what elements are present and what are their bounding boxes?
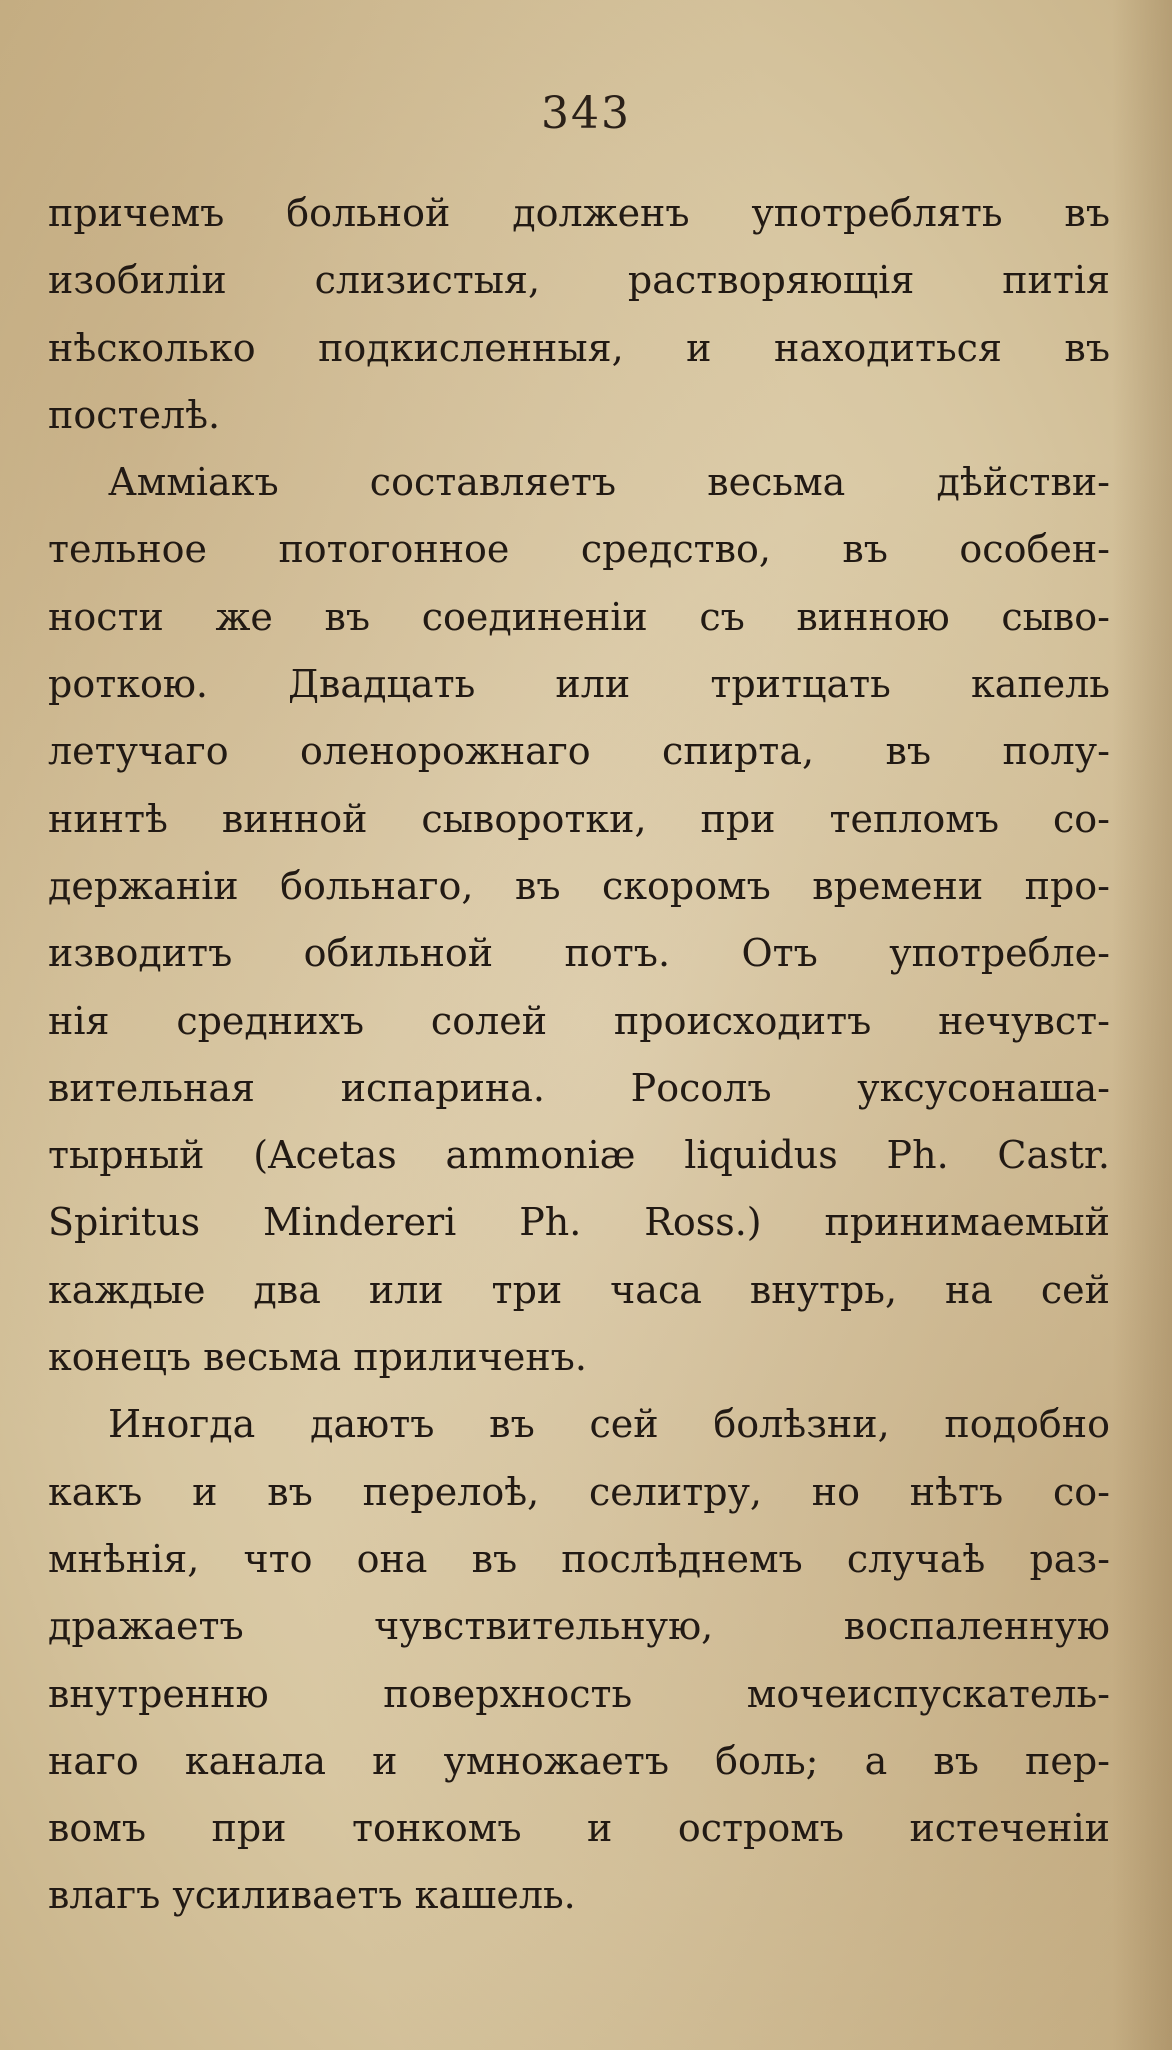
text-line: изводитъ обильной потъ. Отъ употребле- xyxy=(48,931,1110,976)
text-line: Spiritus Mindereri Ph. Ross.) принимаемый xyxy=(48,1200,1110,1245)
text-line: внутренню поверхность мочеиспускатель- xyxy=(48,1671,1110,1716)
text-line: держаніи больнаго, въ скоромъ времени про- xyxy=(48,863,1110,908)
text-line: нія среднихъ солей происходитъ нечувст- xyxy=(48,998,1110,1043)
text-line: роткою. Двадцать или тритцать капель xyxy=(48,662,1110,707)
text-line: причемъ больной долженъ употреблять въ xyxy=(48,191,1110,235)
body-text xyxy=(48,180,1110,1930)
text-line: летучаго оленорожнаго спирта, въ полу- xyxy=(48,729,1110,774)
text-line: дражаетъ чувствительную, воспаленную xyxy=(48,1604,1110,1649)
text-line: постелѣ. xyxy=(48,392,221,437)
text-line: нинтѣ винной сыворотки, при тепломъ со- xyxy=(48,796,1110,841)
text-line: конецъ весьма приличенъ. xyxy=(48,1335,587,1380)
text-line: какъ и въ перелоѣ, селитру, но нѣтъ со- xyxy=(48,1469,1110,1514)
text-line: влагъ усиливаетъ кашель. xyxy=(48,1873,576,1918)
paragraph-start-line: Амміакъ составляетъ весьма дѣйстви- xyxy=(108,460,1110,505)
text-line: ности же въ соединеніи съ винною сыво- xyxy=(48,594,1110,639)
text-line: нѣсколько подкисленныя, и находиться въ xyxy=(48,325,1110,370)
text-line: наго канала и умножаетъ боль; а въ пер- xyxy=(48,1738,1110,1783)
text-line: изобиліи слизистыя, растворяющія питія xyxy=(48,258,1110,303)
text-line: тельное потогонное средство, въ особен- xyxy=(48,527,1110,572)
text-line: вительная испарина. Росолъ уксусонаша- xyxy=(48,1065,1110,1110)
text-line: каждые два или три часа внутрь, на сей xyxy=(48,1267,1110,1312)
page-edge-shadow xyxy=(1112,0,1172,2050)
paragraph-start-line: Иногда даютъ въ сей болѣзни, подобно xyxy=(108,1402,1110,1447)
page-number: 343 xyxy=(541,88,631,139)
text-line: мнѣнія, что она въ послѣднемъ случаѣ раз- xyxy=(48,1536,1110,1581)
text-line: тырный (Acetas ammoniæ liquidus Ph. Castr. xyxy=(48,1133,1110,1178)
text-line: вомъ при тонкомъ и остромъ истеченіи xyxy=(48,1806,1110,1851)
